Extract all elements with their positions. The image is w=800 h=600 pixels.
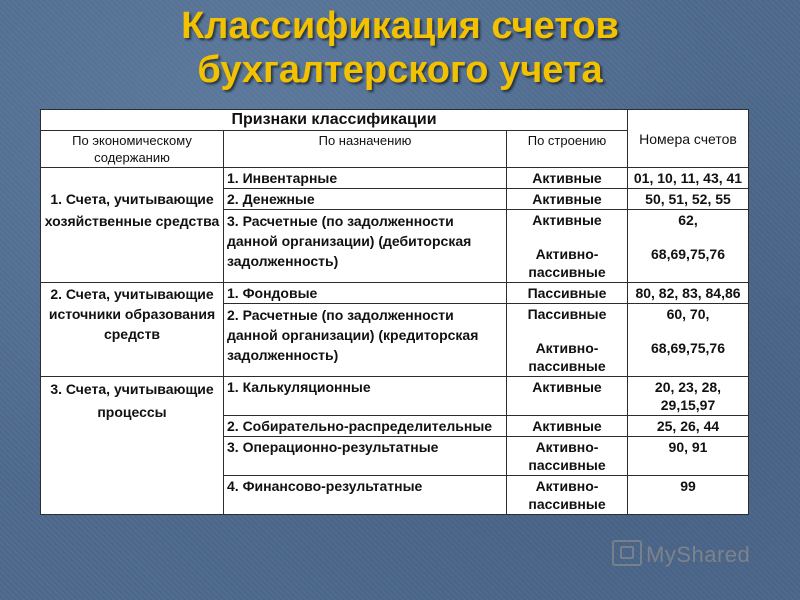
numbers-cell xyxy=(628,304,749,377)
classification-table xyxy=(40,109,749,515)
purpose-cell: 3. Расчетные (по задолженности данной организации) (дебиторская задолженность) xyxy=(224,210,507,283)
table-row xyxy=(41,283,749,304)
purpose-cell: 1. Инвентарные xyxy=(224,168,507,189)
by-purpose-header: По назначению xyxy=(224,131,507,168)
by-structure-header: По строению xyxy=(507,131,628,168)
numbers-cell: 80, 82, 83, 84,86 xyxy=(628,283,749,304)
purpose-cell: 3. Операционно-результатные xyxy=(224,437,507,476)
table-row xyxy=(41,377,749,416)
purpose-cell: 4. Финансово-результатные xyxy=(224,476,507,515)
structure-value: Активно-пассивные xyxy=(528,340,606,374)
purpose-cell: 1. Калькуляционные xyxy=(224,377,507,416)
account-numbers-header: Номера счетов xyxy=(628,110,749,168)
slide-title xyxy=(0,4,800,92)
numbers-value: 68,69,75,76 xyxy=(651,246,725,262)
structure-cell xyxy=(507,304,628,377)
group-label: 2. Счета, учитывающие источники образования средств xyxy=(41,283,224,377)
structure-cell xyxy=(507,210,628,283)
numbers-cell: 99 xyxy=(628,476,749,515)
numbers-cell: 01, 10, 11, 43, 41 xyxy=(628,168,749,189)
numbers-cell: 90, 91 xyxy=(628,437,749,476)
purpose-cell: 2. Расчетные (по задолженности данной организации) (кредиторская задолженность) xyxy=(224,304,507,377)
numbers-value: 68,69,75,76 xyxy=(651,340,725,356)
table-row xyxy=(41,168,749,189)
structure-cell: Активные xyxy=(507,416,628,437)
numbers-cell xyxy=(628,210,749,283)
slide-title-line2: бухгалтерского учета xyxy=(197,49,603,91)
structure-cell: Активно-пассивные xyxy=(507,476,628,515)
watermark-text: MyShared xyxy=(646,542,751,567)
slide-title-line1: Классификация счетов xyxy=(181,5,619,47)
table-header-row xyxy=(41,110,749,131)
watermark xyxy=(612,540,750,568)
structure-cell: Активные xyxy=(507,377,628,416)
structure-value: Пассивные xyxy=(527,306,607,322)
numbers-cell: 25, 26, 44 xyxy=(628,416,749,437)
structure-value: Активно-пассивные xyxy=(528,246,606,280)
group-label: 1. Счета, учитывающие хозяйственные средства xyxy=(41,168,224,283)
structure-cell: Пассивные xyxy=(507,283,628,304)
structure-cell: Активные xyxy=(507,168,628,189)
structure-value: Активные xyxy=(532,212,602,228)
numbers-value: 60, 70, xyxy=(666,306,710,322)
numbers-cell: 20, 23, 28, 29,15,97 xyxy=(628,377,749,416)
numbers-value: 62, xyxy=(678,212,698,228)
structure-cell: Активные xyxy=(507,189,628,210)
presentation-icon xyxy=(612,540,642,566)
features-header: Признаки классификации xyxy=(41,110,628,131)
structure-cell: Активно-пассивные xyxy=(507,437,628,476)
numbers-cell: 50, 51, 52, 55 xyxy=(628,189,749,210)
purpose-cell: 1. Фондовые xyxy=(224,283,507,304)
by-content-header: По экономическому содержанию xyxy=(41,131,224,168)
purpose-cell: 2. Денежные xyxy=(224,189,507,210)
group-label: 3. Счета, учитывающие процессы xyxy=(41,377,224,515)
purpose-cell: 2. Собирательно-распределительные xyxy=(224,416,507,437)
